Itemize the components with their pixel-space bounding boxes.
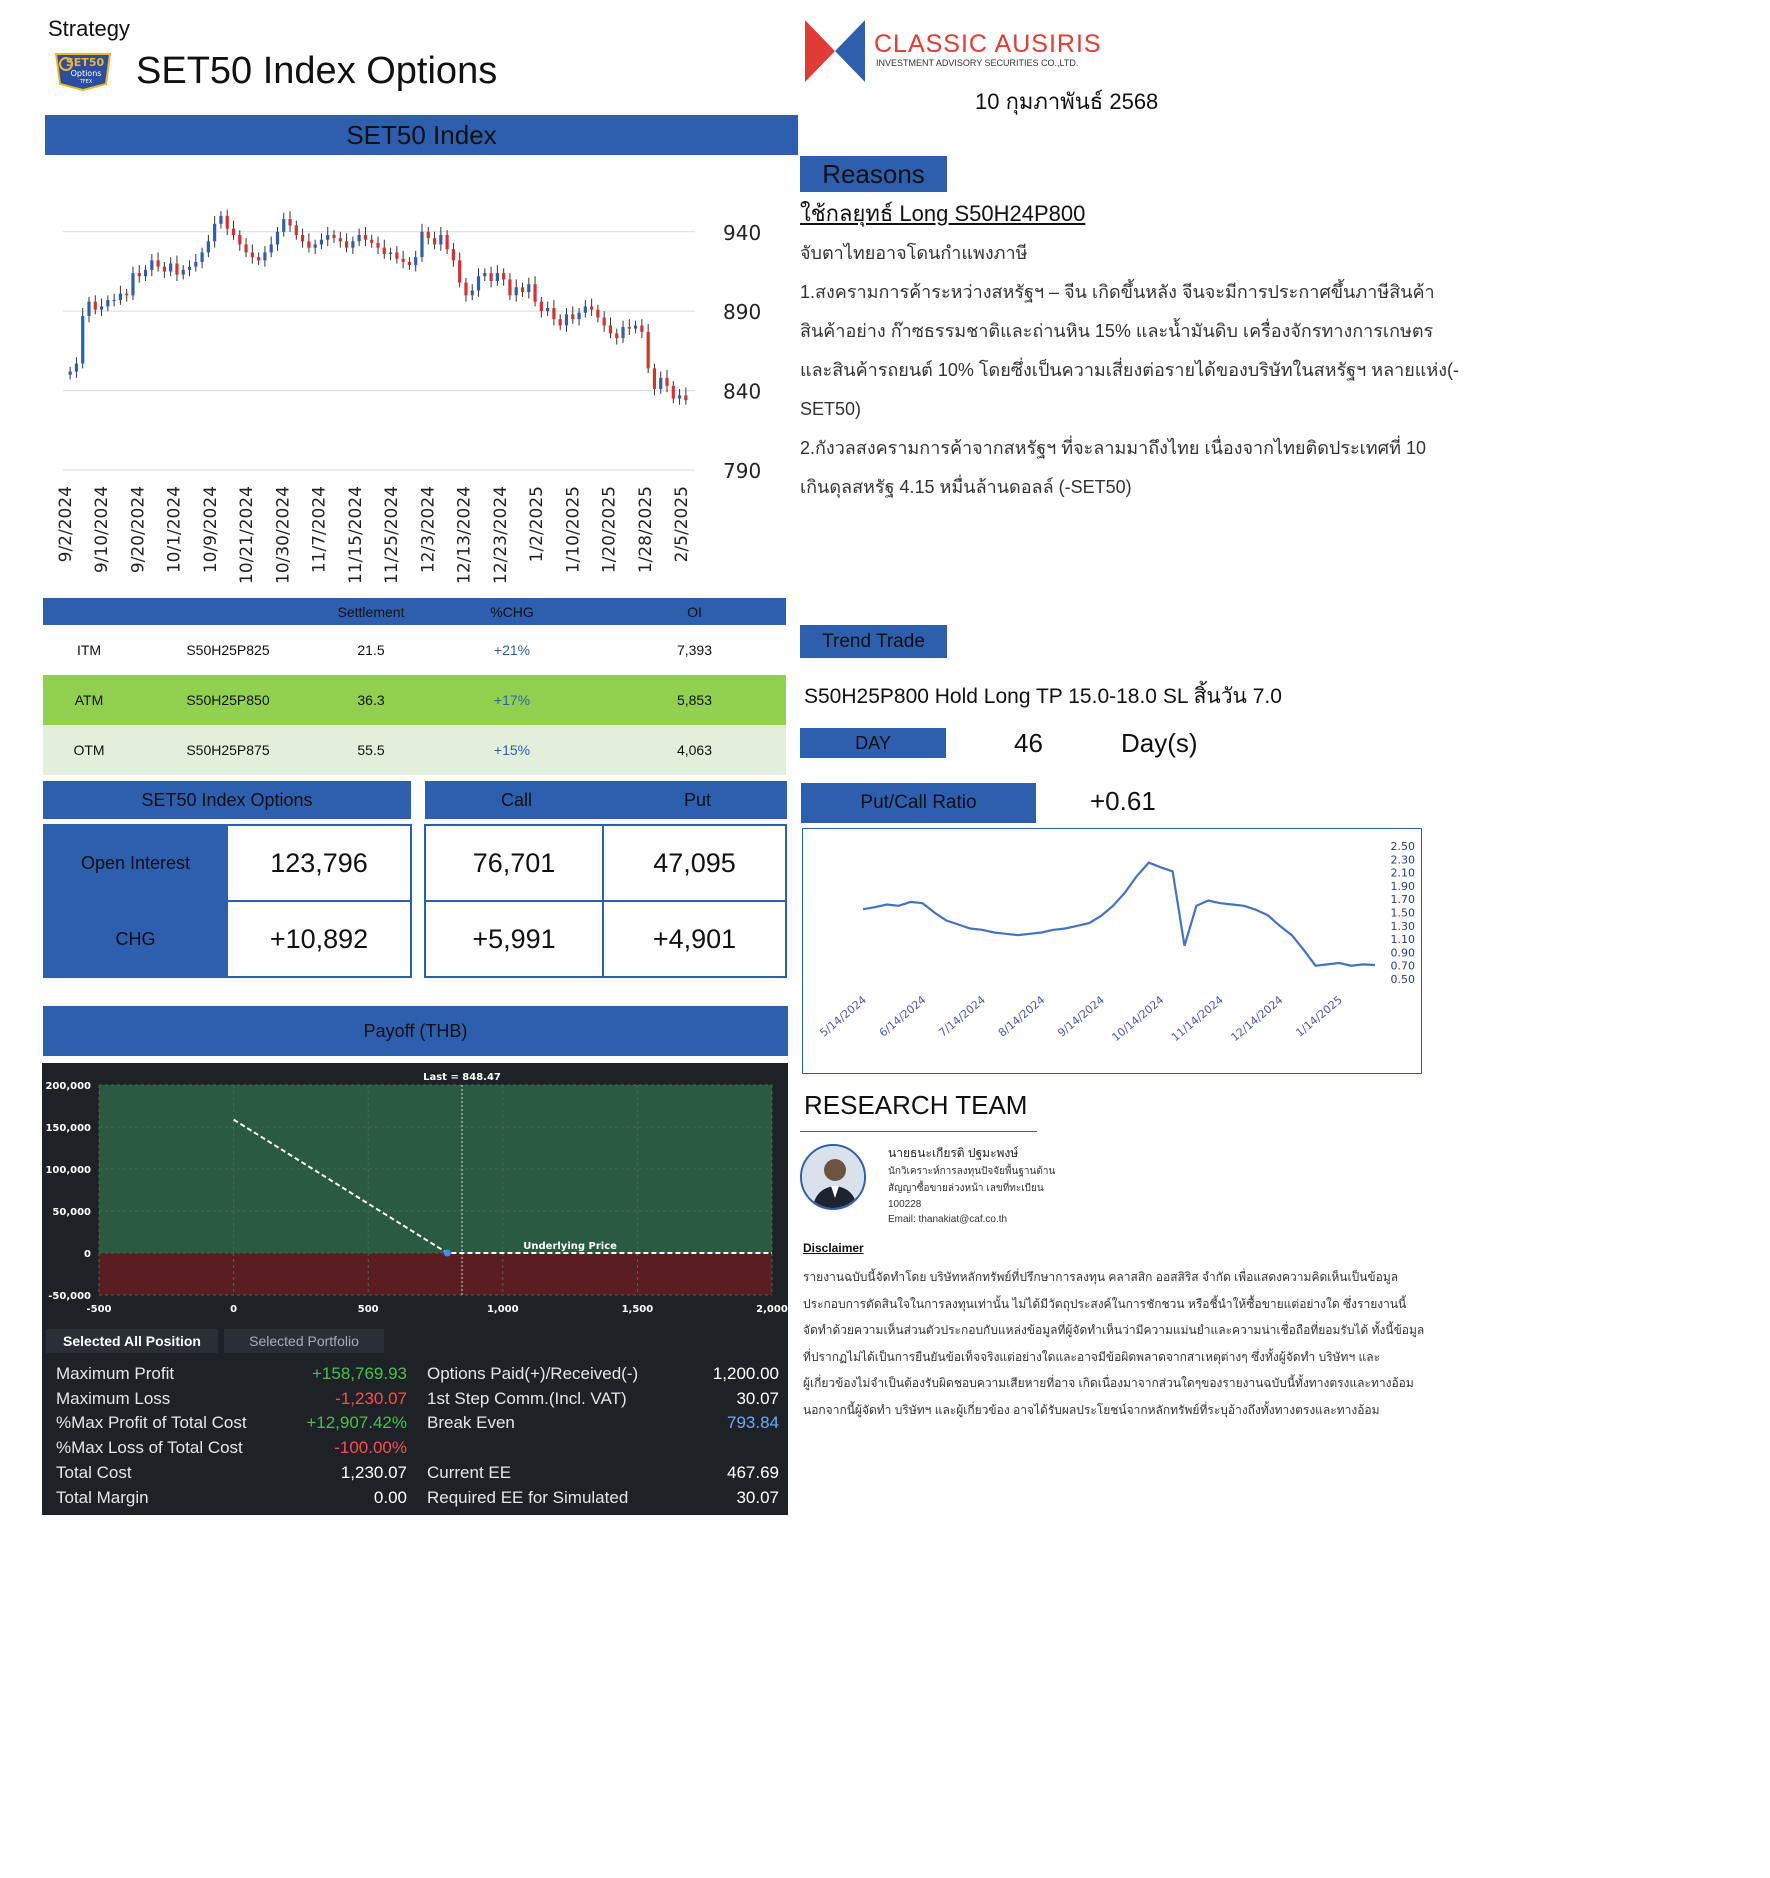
candle-body xyxy=(640,325,643,331)
candle-body xyxy=(81,316,84,364)
oi-put-value: 47,095 xyxy=(602,824,787,902)
stat-value: 793.84 xyxy=(727,1413,779,1432)
loss-zone xyxy=(99,1253,772,1295)
put-call-ratio-chart xyxy=(802,828,1422,1074)
report-date: 10 กุมภาพันธ์ 2568 xyxy=(975,89,1159,114)
y-tick-label: 790 xyxy=(723,459,762,483)
stat-value: 1,230.07 xyxy=(340,1463,407,1482)
chg-call-value: +5,991 xyxy=(424,900,604,978)
pcr-y-tick-label: 1.90 xyxy=(1390,879,1415,893)
put-call-ratio-svg xyxy=(803,829,1421,1073)
day-count: 46 xyxy=(1014,728,1043,758)
candle-body xyxy=(684,395,687,400)
y-tick-label: 940 xyxy=(723,220,762,245)
stat-label: Maximum Profit xyxy=(56,1364,175,1383)
x-tick-label: 1/20/2025 xyxy=(599,486,620,574)
pcr-x-tick-label: 9/14/2024 xyxy=(1055,993,1107,1040)
logo-text-mid: Options xyxy=(70,69,102,78)
candle-body xyxy=(169,264,172,272)
settlement-price: 36.3 xyxy=(321,675,421,725)
y-tick-label: 890 xyxy=(723,300,762,325)
candle-body xyxy=(672,386,675,399)
y-tick-label: 840 xyxy=(723,379,762,404)
candle-body xyxy=(276,232,279,245)
x-tick-label: 2/5/2025 xyxy=(672,486,692,563)
candle-body xyxy=(188,267,191,270)
candle-body xyxy=(244,244,247,252)
stat-value: 30.07 xyxy=(736,1488,779,1507)
payoff-y-tick-label: -50,000 xyxy=(48,1291,91,1302)
candle-body xyxy=(389,252,392,254)
x-tick-label: 10/21/2024 xyxy=(237,486,258,584)
put-call-ratio-tag: Put/Call Ratio xyxy=(801,783,1036,823)
candle-body xyxy=(301,235,304,241)
candle-body xyxy=(653,368,656,389)
candle-body xyxy=(508,279,511,295)
pcr-y-tick-label: 1.50 xyxy=(1390,906,1415,920)
company-name: CLASSIC AUSIRIS xyxy=(874,30,1102,58)
candle-body xyxy=(634,325,637,328)
candle-body xyxy=(358,235,361,241)
set50-candlestick-svg xyxy=(45,160,798,590)
stat-label: Total Margin xyxy=(56,1488,149,1507)
payoff-y-tick-label: 50,000 xyxy=(52,1207,91,1218)
trend-trade-text: S50H25P800 Hold Long TP 15.0-18.0 SL สิ้นวัน 7.0 xyxy=(804,685,1282,708)
pcr-x-tick-label: 12/14/2024 xyxy=(1228,993,1286,1045)
payoff-x-tick-label: 0 xyxy=(230,1304,238,1315)
candle-body xyxy=(464,283,467,296)
call-label: Call xyxy=(500,789,532,810)
candle-body xyxy=(628,327,631,329)
candle-body xyxy=(175,264,178,275)
candle-body xyxy=(521,287,524,292)
table-row xyxy=(43,725,786,775)
pcr-x-tick-label: 8/14/2024 xyxy=(995,993,1048,1040)
candle-body xyxy=(200,252,203,262)
candle-body xyxy=(113,300,116,301)
disclaimer-line: ที่ปรากฏไม่ได้เป็นการยืนยันข้อเท็จจริงแต่อย่างใดและอาจมีข้อผิดพลาดจากสาเหตุต่างๆ ซึ่งทั้งผู้จัดทำ บริษัทฯ และ xyxy=(803,1349,1381,1364)
candle-body xyxy=(496,273,499,281)
candle-body xyxy=(584,306,587,312)
analyst-avatar xyxy=(800,1144,866,1210)
pcr-x-tick-label: 5/14/2024 xyxy=(817,993,869,1040)
candle-body xyxy=(402,259,405,262)
candle-body xyxy=(489,273,492,281)
reason-line: 1.สงครามการค้าระหว่างสหรัฐฯ – จีน เกิดขึ้นหลัง จีนจะมีการประกาศขึ้นภาษีสินค้า xyxy=(800,282,1435,302)
table-header-chg: %CHG xyxy=(421,598,603,625)
stat-value: 1,200.00 xyxy=(712,1364,779,1383)
x-tick-label: 1/2/2025 xyxy=(527,486,548,563)
candle-body xyxy=(326,235,329,240)
reason-line: จับตาไทยอาจโดนกำแพงภาษี xyxy=(800,243,1028,263)
open-interest-label: Open Interest xyxy=(43,824,228,902)
candle-body xyxy=(270,244,273,252)
moneyness: ATM xyxy=(43,675,135,725)
candle-body xyxy=(590,306,593,309)
percent-change: +17% xyxy=(421,675,603,725)
x-tick-label: 10/30/2024 xyxy=(273,486,294,584)
candle-body xyxy=(414,257,417,265)
candle-body xyxy=(94,302,97,310)
pcr-y-tick-label: 1.10 xyxy=(1390,933,1415,947)
open-interest: 5,853 xyxy=(603,675,786,725)
pcr-x-tick-label: 1/14/2025 xyxy=(1293,993,1345,1040)
candle-body xyxy=(615,333,618,338)
candle-body xyxy=(596,310,599,318)
candle-body xyxy=(609,325,612,333)
analyst-license: 100228 xyxy=(888,1199,922,1210)
series-code: S50H25P850 xyxy=(135,675,321,725)
table-row xyxy=(43,625,786,675)
logo-text-bottom: TFEX xyxy=(79,79,93,85)
company-subtitle: INVESTMENT ADVISORY SECURITIES CO.,LTD. xyxy=(876,58,1079,68)
day-unit: Day(s) xyxy=(1121,728,1198,758)
oi-call-value: 76,701 xyxy=(424,824,604,902)
candle-body xyxy=(207,241,210,252)
candle-body xyxy=(288,219,291,225)
candle-body xyxy=(282,219,285,232)
candle-body xyxy=(232,229,235,235)
candle-body xyxy=(157,260,160,266)
candle-body xyxy=(370,240,373,243)
candle-body xyxy=(552,308,555,319)
candle-body xyxy=(332,235,335,238)
stat-label: Current EE xyxy=(427,1463,512,1482)
candle-body xyxy=(251,252,254,257)
candle-body xyxy=(559,319,562,325)
stat-label: 1st Step Comm.(Incl. VAT) xyxy=(427,1389,627,1408)
candle-body xyxy=(408,262,411,265)
candle-body xyxy=(577,313,580,319)
company-logo-icon xyxy=(805,20,867,82)
payoff-x-tick-label: 1,500 xyxy=(621,1304,654,1315)
open-interest: 4,063 xyxy=(603,725,786,775)
candle-body xyxy=(678,395,681,398)
pcr-y-tick-label: 0.50 xyxy=(1390,973,1415,986)
underlying-price-label: Underlying Price xyxy=(523,1241,617,1252)
candle-body xyxy=(144,270,147,276)
table-header xyxy=(43,598,135,625)
candle-body xyxy=(446,235,449,249)
candle-body xyxy=(452,249,455,260)
reason-line: SET50) xyxy=(800,399,862,419)
candle-body xyxy=(364,235,367,240)
reason-line: และสินค้ารถยนต์ 10% โดยซึ่งเป็นความเสี่ยงต่อรายได้ของบริษัทในสหรัฐฯ หลายแห่ง(- xyxy=(800,360,1460,380)
candle-body xyxy=(238,235,241,245)
candle-body xyxy=(226,216,229,229)
candle-body xyxy=(603,318,606,326)
break-even-marker xyxy=(444,1250,451,1257)
chg-total-value: +10,892 xyxy=(226,900,412,978)
x-tick-label: 12/3/2024 xyxy=(418,486,439,574)
payoff-y-tick-label: 150,000 xyxy=(45,1123,91,1134)
analyst-role: นักวิเคราะห์การลงทุนปัจจัยพื้นฐานด้าน xyxy=(888,1166,1056,1177)
candle-body xyxy=(483,273,486,276)
candle-body xyxy=(527,284,530,292)
stat-label: %Max Profit of Total Cost xyxy=(56,1413,247,1432)
stat-label: Maximum Loss xyxy=(56,1389,171,1408)
payoff-x-tick-label: 500 xyxy=(357,1304,379,1315)
pcr-y-tick-label: 2.50 xyxy=(1390,840,1415,853)
open-interest: 7,393 xyxy=(676,642,713,658)
x-tick-label: 9/20/2024 xyxy=(128,486,149,574)
percent-change: +15% xyxy=(421,725,603,775)
candle-body xyxy=(138,273,141,276)
stat-value: -100.00% xyxy=(334,1438,407,1457)
candle-body xyxy=(471,291,474,296)
candle-body xyxy=(502,273,505,279)
candle-body xyxy=(106,300,109,306)
candle-body xyxy=(383,248,386,254)
x-tick-label: 9/10/2024 xyxy=(92,486,113,574)
set50-options-logo xyxy=(52,50,114,92)
set50-candlestick-chart xyxy=(45,160,798,590)
candle-body xyxy=(339,238,342,241)
candle-body xyxy=(376,243,379,248)
candle-body xyxy=(320,240,323,245)
payoff-title: Payoff (THB) xyxy=(43,1006,788,1056)
stat-value: 467.69 xyxy=(727,1463,779,1482)
candle-body xyxy=(75,364,78,372)
candle-body xyxy=(665,378,668,386)
strategy-label: Strategy xyxy=(48,16,130,41)
candle-body xyxy=(150,260,153,270)
x-tick-label: 1/28/2025 xyxy=(635,486,656,574)
candle-body xyxy=(621,327,624,338)
pcr-y-tick-label: 0.70 xyxy=(1390,959,1415,973)
research-team-divider xyxy=(800,1131,1037,1132)
analyst-email: Email: thanakiat@caf.co.th xyxy=(888,1214,1008,1225)
candle-body xyxy=(433,238,436,244)
reasons-tag: Reasons xyxy=(800,156,947,192)
series-code: S50H25P825 xyxy=(186,642,270,658)
candle-body xyxy=(125,294,128,296)
payoff-y-tick-label: 0 xyxy=(84,1249,91,1260)
pcr-y-tick-label: 2.10 xyxy=(1390,866,1415,880)
disclaimer-line: ผู้เกี่ยวข้องไม่จำเป็นต้องรับผิดชอบความเสียหายที่อาจ เกิดเนื่องมาจากส่วนใดๆของรายงานฉบับนี้ทั้งทางตรงและทางอ้อม xyxy=(803,1376,1414,1390)
candle-body xyxy=(571,314,574,319)
candle-body xyxy=(439,235,442,245)
series-code: S50H25P875 xyxy=(135,725,321,775)
pcr-x-tick-label: 10/14/2024 xyxy=(1109,993,1167,1045)
reasons-body xyxy=(800,234,1460,507)
stat-label: %Max Loss of Total Cost xyxy=(56,1438,243,1457)
candle-body xyxy=(257,257,260,260)
candle-body xyxy=(345,241,348,247)
candle-body xyxy=(182,270,185,275)
reason-line: 2.กังวลสงครามการค้าจากสหรัฐฯ ที่จะลามมาถึงไทย เนื่องจากไทยติดประเทศที่ 10 xyxy=(800,438,1426,458)
candle-body xyxy=(263,252,266,260)
reason-line: เกินดุลสหรัฐ 4.15 หมื่นล้านดอลล์ (-SET50) xyxy=(800,477,1132,497)
candle-body xyxy=(395,252,398,258)
candle-body xyxy=(194,262,197,267)
table-row xyxy=(43,675,786,725)
stat-label: Required EE for Simulated xyxy=(427,1488,629,1507)
moneyness: ITM xyxy=(76,642,102,658)
x-tick-label: 9/2/2024 xyxy=(56,486,76,563)
candle-body xyxy=(546,308,549,311)
candle-body xyxy=(533,284,536,301)
candle-body xyxy=(565,314,568,325)
pcr-y-tick-label: 1.30 xyxy=(1390,919,1415,933)
oi-total-value: 123,796 xyxy=(226,824,412,902)
candle-body xyxy=(647,332,650,369)
payoff-chart-svg xyxy=(42,1063,788,1325)
chg-label: CHG xyxy=(43,900,228,978)
disclaimer-line: รายงานฉบับนี้จัดทำโดย บริษัทหลักทรัพย์ที่ปรึกษาการลงทุน คลาสสิก ออสสิริส จำกัด เพื่อแสดงความคิดเห็นเป็นข้อมูล xyxy=(803,1270,1399,1284)
candle-body xyxy=(119,294,122,300)
pcr-y-tick-label: 0.90 xyxy=(1390,946,1415,960)
candle-body xyxy=(659,378,662,389)
disclaimer-body xyxy=(803,1264,1453,1423)
payoff-x-tick-label: 1,000 xyxy=(486,1304,519,1315)
x-tick-label: 11/15/2024 xyxy=(345,486,366,584)
stat-value: -1,230.07 xyxy=(335,1389,407,1408)
candle-body xyxy=(351,241,354,247)
call-put-header xyxy=(425,781,787,819)
candle-body xyxy=(458,260,461,282)
reasons-heading: ใช้กลยุทธ์ Long S50H24P800 xyxy=(800,201,1086,226)
last-price-label: Last = 848.47 xyxy=(423,1072,501,1083)
pcr-x-tick-label: 7/14/2024 xyxy=(936,993,988,1040)
stat-label: Options Paid(+)/Received(-) xyxy=(427,1364,639,1383)
pcr-y-tick-label: 1.70 xyxy=(1390,893,1415,907)
disclaimer-line: จัดทำด้วยความเห็นส่วนตัวประกอบกับแหล่งข้อมูลที่ผู้จัดทำเห็นว่ามีความแม่นยำและความน่าเชื่อถือที่ยอมรับได้ ทั้งนี้ข้อมูล xyxy=(803,1323,1425,1337)
options-table xyxy=(43,598,786,775)
pcr-x-tick-label: 6/14/2024 xyxy=(876,993,929,1040)
disclaimer-title: Disclaimer xyxy=(803,1241,864,1255)
analyst-name: นายธนะเกียรติ ปฐมะพงษ์ xyxy=(888,1146,1019,1160)
candle-body xyxy=(314,244,317,247)
candle-body xyxy=(87,302,90,316)
candle-body xyxy=(420,232,423,257)
table-header-oi: OI xyxy=(603,598,786,625)
stat-label: Total Cost xyxy=(56,1463,132,1482)
tab-selected-all-position[interactable]: Selected All Position xyxy=(46,1329,218,1353)
candle-body xyxy=(219,216,222,224)
candle-body xyxy=(515,287,518,295)
candle-body xyxy=(295,225,298,235)
stat-value: 0.00 xyxy=(373,1488,407,1507)
pcr-x-tick-label: 11/14/2024 xyxy=(1169,993,1226,1045)
candle-body xyxy=(477,276,480,290)
tab-selected-portfolio[interactable]: Selected Portfolio xyxy=(224,1329,384,1353)
candle-body xyxy=(69,372,72,375)
x-tick-label: 10/9/2024 xyxy=(200,486,221,574)
payoff-y-tick-label: 100,000 xyxy=(45,1165,91,1176)
x-tick-label: 12/13/2024 xyxy=(454,486,475,584)
moneyness: OTM xyxy=(43,725,135,775)
trend-trade-tag: Trend Trade xyxy=(800,625,947,658)
x-tick-label: 1/10/2025 xyxy=(563,486,584,574)
settlement-price: 21.5 xyxy=(357,642,385,658)
page-title: SET50 Index Options xyxy=(136,50,498,92)
x-tick-label: 11/25/2024 xyxy=(382,486,403,584)
payoff-x-tick-label: 2,000 xyxy=(756,1304,788,1315)
stat-value: +12,907.42% xyxy=(306,1413,407,1432)
settlement-price: 55.5 xyxy=(321,725,421,775)
analyst-role: สัญญาซื้อขายล่วงหน้า เลขที่ทะเบียน xyxy=(888,1183,1044,1194)
candle-body xyxy=(213,224,216,241)
x-tick-label: 11/7/2024 xyxy=(309,486,330,574)
day-tag: DAY xyxy=(800,728,946,758)
put-label: Put xyxy=(683,789,711,810)
x-tick-label: 10/1/2024 xyxy=(164,486,185,574)
candle-body xyxy=(540,302,543,312)
disclaimer-line: ประกอบการตัดสินใจในการลงทุนเท่านั้น ไม่ได้มีวัตถุประสงค์ในการชักชวน หรือชี้นำให้ซื้อขายแต่อย่างใด ซึ่งรายงานนี้ xyxy=(803,1296,1407,1311)
reason-line: สินค้าอย่าง ก๊าซธรรมชาติและถ่านหิน 15% และน้ำมันดิบ เครื่องจักรทางการเกษตร xyxy=(800,321,1434,341)
payoff-y-tick-label: 200,000 xyxy=(45,1081,91,1092)
candle-body xyxy=(163,267,166,272)
index-chart-title: SET50 Index xyxy=(45,115,798,155)
table-header-settlement: Settlement xyxy=(321,598,421,625)
put-call-ratio-value: +0.61 xyxy=(1090,786,1156,816)
stat-value: +158,769.93 xyxy=(311,1364,407,1383)
candle-body xyxy=(307,241,310,247)
x-tick-label: 12/23/2024 xyxy=(490,485,511,584)
candle-body xyxy=(100,306,103,309)
disclaimer-line: นอกจากนี้ผู้จัดทำ บริษัทฯ และผู้เกี่ยวข้อง อาจได้รับผลประโยชน์จากหลักทรัพย์ที่ระบุอ้างถึงทั้งทางตรงและทางอ้อม xyxy=(803,1402,1380,1417)
candle-body xyxy=(131,273,134,295)
table-header xyxy=(135,598,321,625)
pcr-y-tick-label: 2.30 xyxy=(1390,853,1415,867)
stat-label: Break Even xyxy=(427,1413,515,1432)
pcr-series-line xyxy=(863,863,1375,966)
percent-change: +21% xyxy=(493,642,531,658)
research-team-title: RESEARCH TEAM xyxy=(804,1090,1028,1120)
candle-body xyxy=(427,232,430,238)
payoff-x-tick-label: -500 xyxy=(86,1304,112,1315)
stat-value: 30.07 xyxy=(736,1389,779,1408)
logo-text-top: SET50 xyxy=(65,56,105,69)
oi-summary-title: SET50 Index Options xyxy=(43,781,411,819)
chg-put-value: +4,901 xyxy=(602,900,787,978)
